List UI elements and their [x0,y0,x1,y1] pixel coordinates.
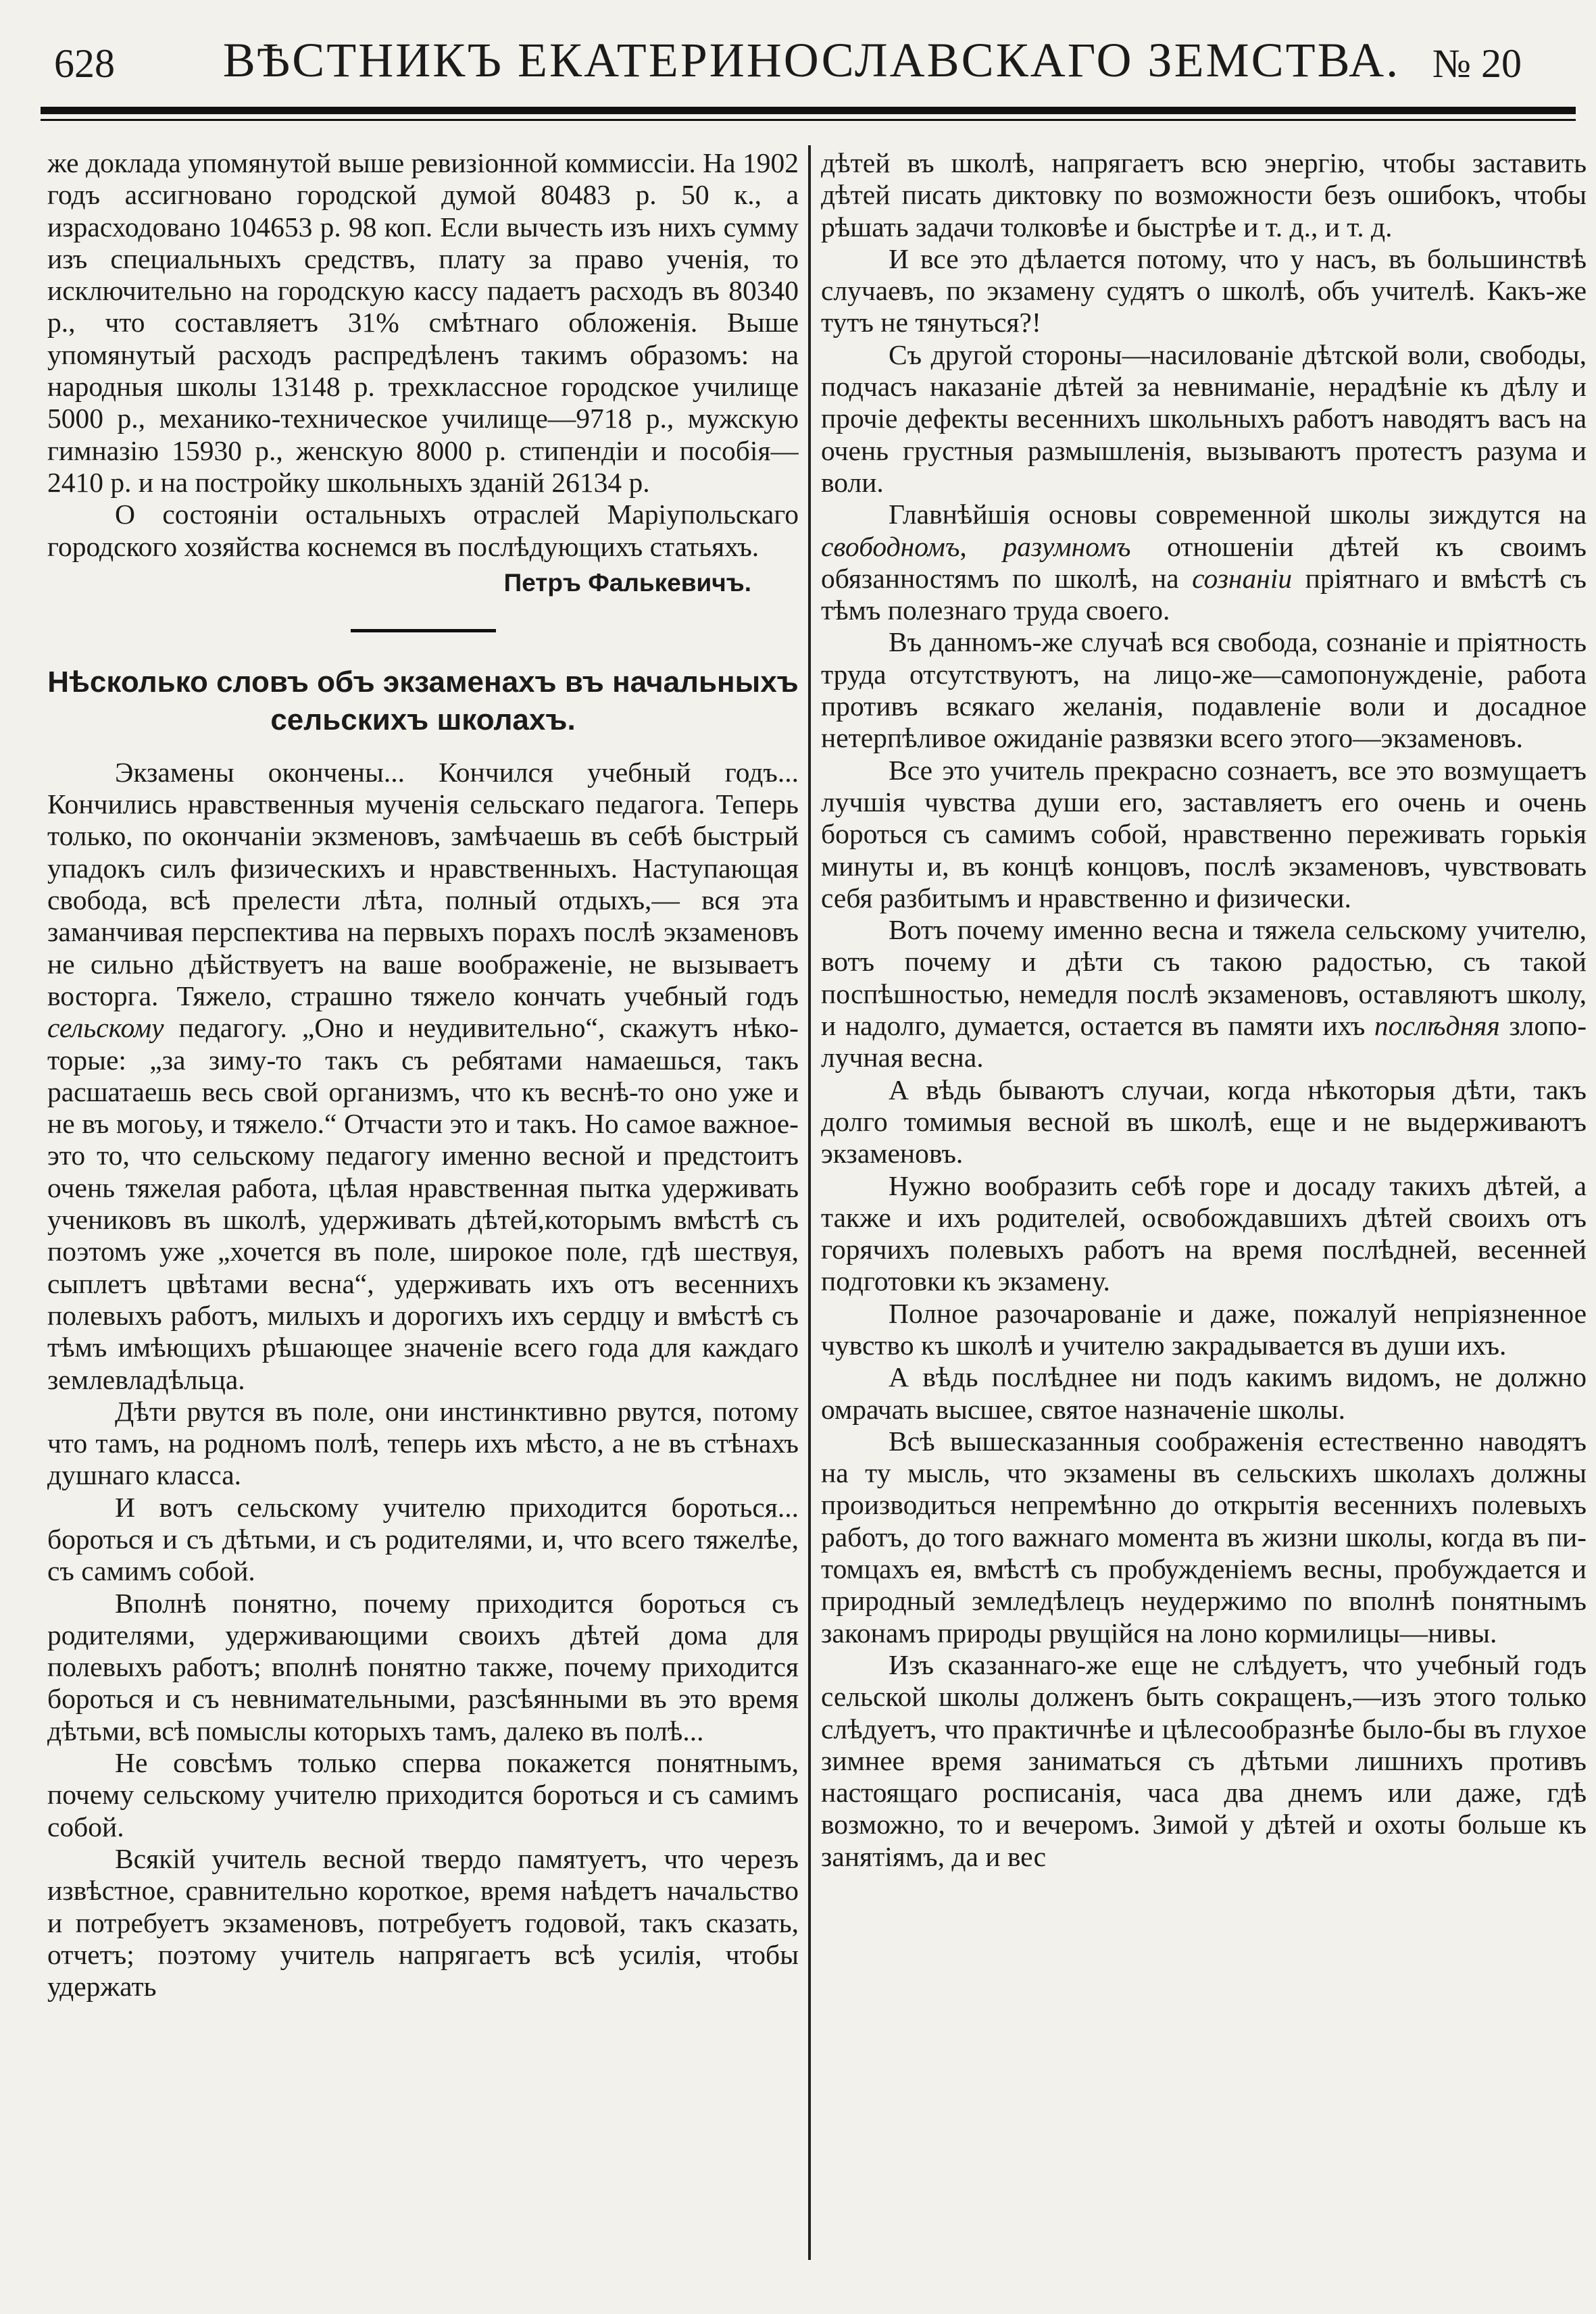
paragraph: Всѣ вышесказанныя соображенія естественно наводятъ на ту мысль, что экзамены въ сельскихъ школахъ должны производиться непремѣнно до открытія весеннихъ полевыхъ работъ, до того важнаго момента въ жизни школы, когда въ питомцахъ ея, вмѣстѣ съ пробужденіемъ весны, пробуждается и природный земледѣлецъ неудержимо по вполнѣ понятнымъ законамъ природы рвущійся на лоно кормилицы—нивы. [821,1425,1587,1649]
emphasis: сельскому [47,1012,164,1044]
paragraph [47,757,799,1396]
paragraph: Вполнѣ понятно, почему приходится бороться съ родителями, удерживающими своихъ дѣтей дома для полевыхъ работъ; вполнѣ понятно также, почему приходится бороться и съ невнимательными, разсѣянными въ это время дѣтьми, всѣ помыслы которыхъ тамъ, далеко въ полѣ... [47,1587,799,1746]
article-title [47,663,799,739]
article-title-line-2: сельскихъ школахъ. [270,703,576,736]
paragraph: Полное разочарованіе и даже, пожалуй непріязненное чувство къ школѣ и учителю закрадывается въ души ихъ. [821,1297,1587,1361]
paragraph: Все это учитель прекрасно сознаетъ, все это возмущаетъ лучшія чувства души его, заставляетъ его очень и очень бороться съ самимъ собой, нравственно переживать горькія минуты и, въ концѣ концовъ, послѣ экзаменовъ, чувствовать себя разбитымъ и нравственно и физически. [821,754,1587,913]
paragraph: Нужно вообразить себѣ горе и досаду такихъ дѣтей, а также и ихъ родителей, освобождавшихъ дѣтей своихъ отъ горячихъ полевыхъ работъ на время послѣдней, весенней подготовки къ экзамену. [821,1169,1587,1297]
paragraph: А вѣдь бываютъ случаи, когда нѣкоторыя дѣти, такъ долго томимыя весной въ школѣ, еще и не выдерживаютъ экзаменовъ. [821,1074,1587,1169]
author-signature: Петръ Фалькевичъ. [503,568,751,597]
page-header [54,32,1569,114]
header-rule-thin [41,119,1576,121]
emphasis: сознаніи [1192,562,1293,594]
paragraph [821,914,1587,1074]
paragraph: О состояніи остальныхъ отраслей Маріупольскаго городского хозяйства коснемся въ послѣдующихъ статьяхъ. [47,499,799,562]
section-separator [351,629,496,632]
paragraph [821,499,1587,626]
page-number: 628 [54,41,115,86]
paragraph: Съ другой стороны—насилованіе дѣтской воли, свободы, подчасъ наказаніе дѣтей за невниманіе, нерадѣніе къ дѣлу и прочіе дефекты весеннихъ школьныхъ работъ наводятъ васъ на очень грустныя размышленія, вызываютъ протестъ разума и воли. [821,338,1587,498]
left-column [47,147,799,2003]
issue-number: № 20 [1432,41,1522,86]
paragraph: И все это дѣлается потому, что у насъ, въ большинствѣ случаевъ, по экзамену судятъ о школѣ, объ учителѣ. Какъ-же тутъ не тянуться?! [821,243,1587,338]
emphasis: послѣдняя [1374,1010,1500,1042]
paragraph: Всякій учитель весной твердо памятуетъ, что черезъ извѣстное, сравнительно короткое, время наѣдетъ начальство и потребуетъ экзаменовъ, потребуетъ годовой, такъ сказать, отчетъ; поэтому учитель напрягаетъ всѣ усилія, чтобы удержать [47,1842,799,2003]
paragraph: дѣтей въ школѣ, напрягаетъ всю энергію, чтобы заставить дѣтей писать диктовку по возможности безъ ошибокъ, чтобы рѣшать задачи толковѣе и быстрѣе и т. д., и т. д. [821,147,1587,243]
paragraph: же доклада упомянутой выше ревизіонной коммиссіи. На 1902 годъ ассигновано городской думой 80483 р. 50 к., а израсходовано 104653 р. 98 коп. Если вычесть изъ нихъ сумму изъ специальныхъ средствъ, плату за право ученія, то исключительно на городскую кассу падаетъ расходъ въ 80340 р., что составляетъ 31% смѣтнаго обложенія. Выше упомянутый расходъ распредѣленъ такимъ образомъ: на народныя школы 13148 р. трехклассное городское училище 5000 р., механико-техническое училище—9718 р., мужскую гимназію 15930 р., женскую 8000 р. стипендіи и пособія—2410 р. и на постройку школьныхъ зданій 26134 р. [47,147,799,498]
text-run: , [959,530,1003,562]
paragraph: Изъ сказаннаго-же еще не слѣдуетъ, что учебный годъ сельской школы долженъ быть сокращенъ,—изъ этого только слѣдуетъ, что практичнѣе и цѣлесообразнѣе было-бы въ глухое зимнее время заниматься съ дѣтьми лишнихъ противъ настоящаго росписанія, часа два днемъ или даже, гдѣ возможно, то и вечеромъ. Зимой у дѣтей и охоты больше къ занятіямъ, да и вес [821,1649,1587,1872]
text-run: Вотъ почему именно весна и тяжела сельскому учителю, вотъ почему и дѣти съ такою радостью, съ такой поспѣшностью, немедля послѣ экзаменовъ, оставляютъ школу, и надолго, думается, остается въ памяти ихъ [821,914,1587,1042]
text-run: Главнѣйшія основы современной школы зиждутся на [889,499,1587,530]
emphasis: свободномъ [821,530,960,562]
text-run: Экзамены окончены... Кончился учебный годъ... Кончились нравственныя мученія сельскаго педагога. Теперь только, по окончаніи экзменовъ, замѣчаешь въ себѣ быстрый упадокъ силъ физическихъ и нравственныхъ. Наступающая свобода, всѣ прелести лѣта, полный отдыхъ,— вся эта заманчивая перспектива на первыхъ порахъ послѣ экзаменовъ не сильно дѣйствуетъ на ваше воображеніе, не вызываетъ восторга. Тяжело, страшно тяжело кончать учебный годъ [47,756,799,1011]
paragraph: Не совсѣмъ только сперва покажется понятнымъ, почему сельскому учителю приходится бороться и съ самимъ собой. [47,1747,799,1842]
column-divider [808,145,811,2260]
text-run: отношеніи дѣтей къ своимъ обязанностямъ по школѣ, на [821,530,1587,594]
text-run: злополучная весна. [821,1010,1587,1074]
text-run: педагогу. „Оно и неудивительно“, скажутъ нѣкоторые: „за зиму-то такъ съ ребятами намаешься, такъ расшатаешь весь свой организмъ, что къ веснѣ-то оно уже и не въ могоьу, и тяжело.“ Отчасти это и такъ. Но самое важное-это то, что сельскому педагогу именно весной и предстоитъ очень тяжелая работа, цѣлая нравственная пытка удерживать учениковъ въ школѣ, удерживать дѣтей,которымъ вмѣстѣ съ поэтомъ уже „хочется въ поле, широкое поле, гдѣ шествуя, сыплетъ цвѣтами весна“, удерживать ихъ отъ весеннихъ полевыхъ работъ, милыхъ и дорогихъ ихъ сердцу и вмѣстѣ съ тѣмъ имѣющихъ рѣшающее значеніе всего года для каждаго землевладѣльца. [47,1012,799,1395]
emphasis: разумномъ [1003,530,1131,562]
paragraph: А вѣдь послѣднее ни подъ какимъ видомъ, не должно омрачать высшее, святое назначеніе школы. [821,1361,1587,1425]
article-title-line-1: Нѣсколько словъ объ экзаменахъ въ начальныхъ [47,665,799,699]
paragraph: Въ данномъ-же случаѣ вся свобода, сознаніе и пріятность труда отсутствуютъ, на лицо-же—самопонужденіе, работа противъ всякаго желанія, подавленіе воли и досадное нетерпѣливое ожиданіе развязки всего этого—экзаменовъ. [821,626,1587,754]
paragraph: Дѣти рвутся въ поле, они инстинктивно рвутся, потому что тамъ, на родномъ полѣ, теперь ихъ мѣсто, а не въ стѣнахъ душнаго класса. [47,1395,799,1491]
right-column [821,147,1587,1873]
journal-title: ВѢСТНИКЪ ЕКАТЕРИНОСЛАВСКАГО ЗЕМСТВА. [222,33,1401,87]
paragraph: И вотъ сельскому учителю приходится бороться... бороться и съ дѣтьми, и съ родителями, и, что всего тяжелѣе, съ самимъ собой. [47,1491,799,1587]
text-run: пріятнаго и вмѣстѣ съ тѣмъ полезнаго труда своего. [821,562,1587,626]
header-rule-thick [41,107,1576,114]
